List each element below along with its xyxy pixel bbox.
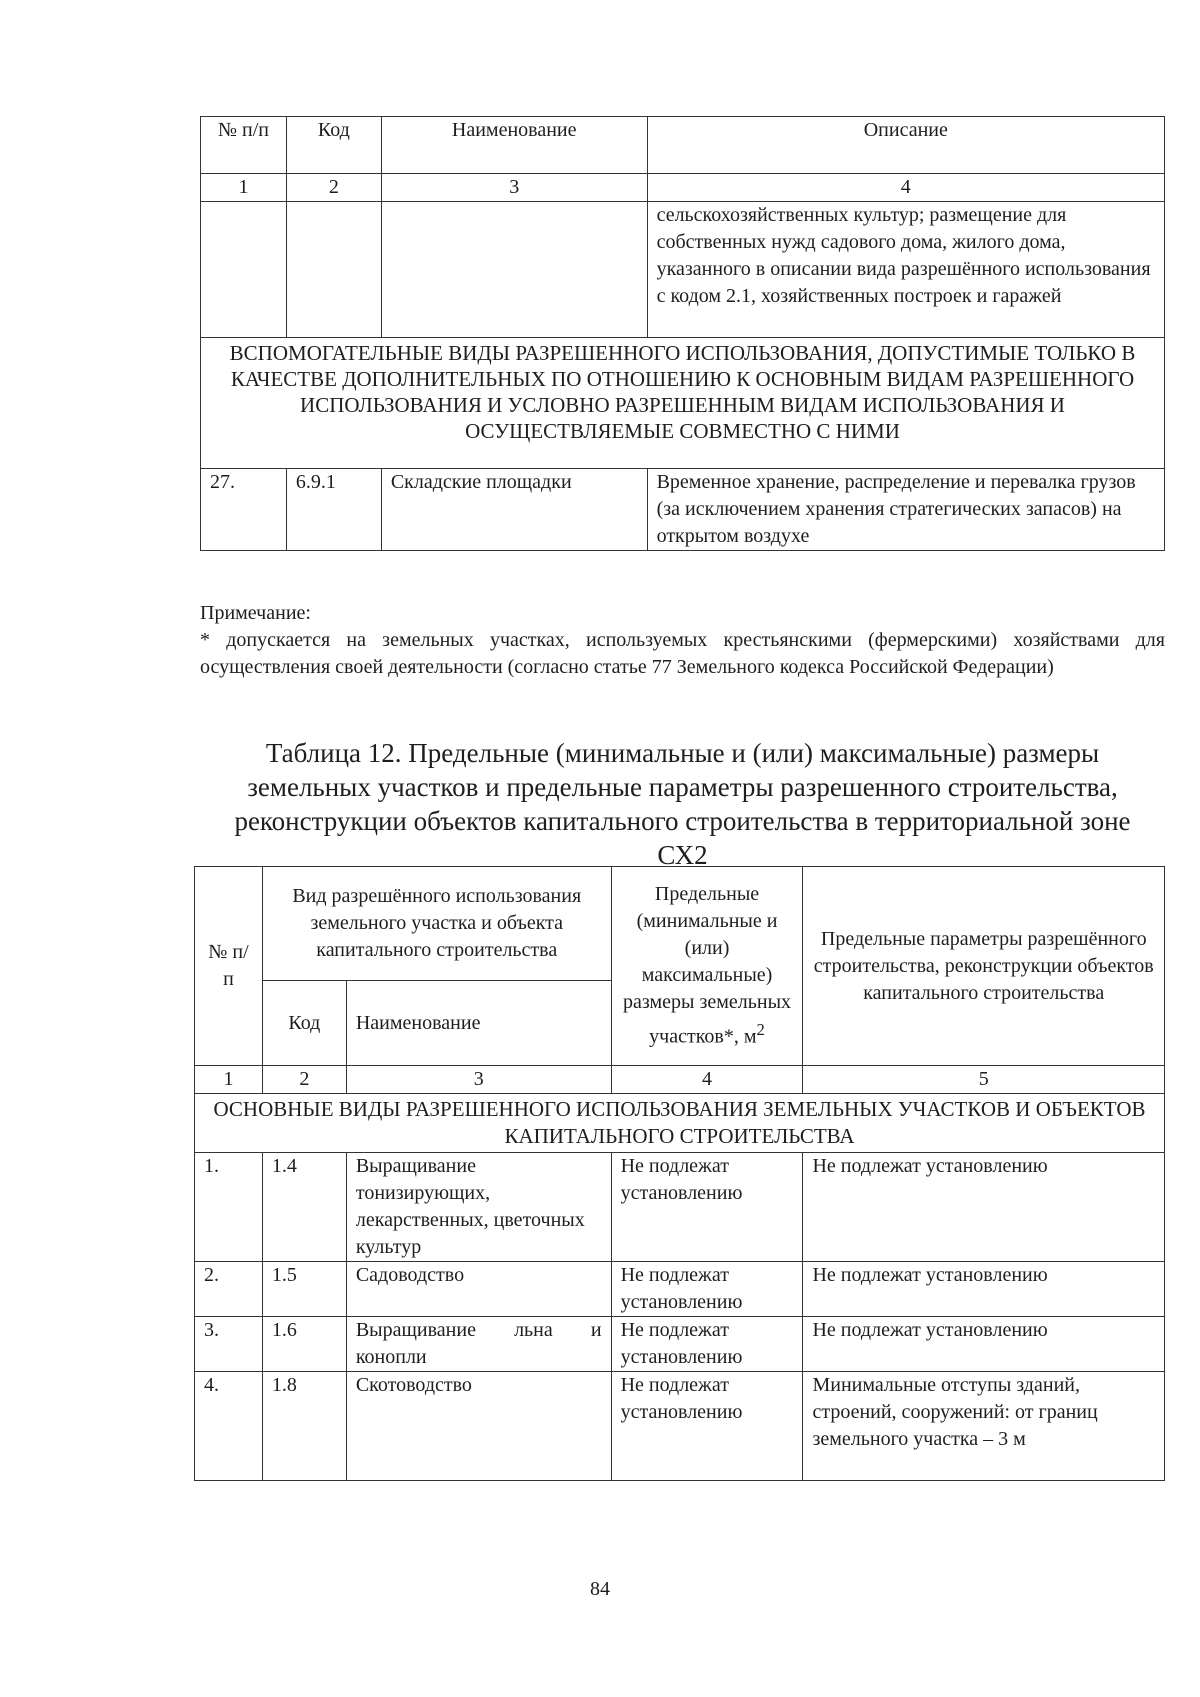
table-header-row <box>201 117 1165 174</box>
header-num: № п/п <box>201 117 287 174</box>
caption-line: земельных участков и предельные параметры разрешенного строительства, <box>247 772 1118 802</box>
cell-empty <box>201 202 287 338</box>
row-sizes: Не подлежат установлению <box>611 1153 803 1262</box>
column-number-row <box>195 1066 1165 1094</box>
col-number: 5 <box>803 1066 1165 1094</box>
header-name: Наименование <box>346 981 611 1066</box>
col-number: 4 <box>611 1066 803 1094</box>
page-number: 84 <box>590 1578 610 1600</box>
row-num: 1. <box>195 1153 263 1262</box>
row-sizes: Не подлежат установлению <box>611 1317 803 1372</box>
row-params: Не подлежат установлению <box>803 1317 1165 1372</box>
caption-line: СХ2 <box>657 840 708 870</box>
description-continuation: сельскохозяйственных культур; размещение для собственных нужд садового дома, жилого дома, указанного в описании вида разрешённого использования с кодом 2.1, хозяйственных построек и гаражей <box>647 202 1164 338</box>
col-number: 3 <box>346 1066 611 1094</box>
table-header-row <box>195 867 1165 981</box>
row-code: 1.4 <box>262 1153 346 1262</box>
row-name: Садоводство <box>346 1262 611 1317</box>
table-row <box>195 1372 1165 1481</box>
row-code: 1.6 <box>262 1317 346 1372</box>
header-parameters: Предельные параметры разрешённого строительства, реконструкции объектов капитального строительства <box>803 867 1165 1066</box>
caption-line: реконструкции объектов капитального строительства в территориальной зоне <box>234 806 1131 836</box>
row-name: Складские площадки <box>381 469 647 551</box>
permitted-use-table-continuation <box>200 116 1165 551</box>
row-name: Выращивание льна и конопли <box>346 1317 611 1372</box>
table-row <box>195 1317 1165 1372</box>
table-caption <box>190 736 1175 872</box>
row-code: 6.9.1 <box>286 469 381 551</box>
row-params: Минимальные отступы зданий, строений, сооружений: от границ земельного участка – 3 м <box>803 1372 1165 1481</box>
col-number: 4 <box>647 174 1164 202</box>
cell-empty <box>381 202 647 338</box>
note-block <box>200 600 1165 681</box>
col-number: 1 <box>201 174 287 202</box>
section-row <box>195 1094 1165 1153</box>
header-use-type-group: Вид разрешённого использования земельного участка и объекта капитального строительства <box>262 867 611 981</box>
section-heading-auxiliary: ВСПОМОГАТЕЛЬНЫЕ ВИДЫ РАЗРЕШЕННОГО ИСПОЛЬЗОВАНИЯ, ДОПУСТИМЫЕ ТОЛЬКО В КАЧЕСТВЕ ДОПОЛНИТЕЛЬНЫХ ПО ОТНОШЕНИЮ К ОСНОВНЫМ ВИДАМ РАЗРЕШЕННОГО ИСПОЛЬЗОВАНИЯ И УСЛОВНО РАЗРЕШЕННЫМ ВИДАМ ИСПОЛЬЗОВАНИЯ И ОСУЩЕСТВЛЯЕМЫЕ СОВМЕСТНО С НИМИ <box>201 338 1165 469</box>
cell-empty <box>286 202 381 338</box>
col-number: 3 <box>381 174 647 202</box>
section-row <box>201 338 1165 469</box>
row-code: 1.8 <box>262 1372 346 1481</box>
col-number: 2 <box>262 1066 346 1094</box>
table-row <box>201 469 1165 551</box>
header-name: Наименование <box>381 117 647 174</box>
header-plot-sizes-text: Предельные (минимальные и (или) максимальные) размеры земельных участков*, м <box>623 883 792 1048</box>
caption-line: Таблица 12. Предельные (минимальные и (или) максимальные) размеры <box>265 738 1100 768</box>
header-description: Описание <box>647 117 1164 174</box>
row-num: 2. <box>195 1262 263 1317</box>
row-num: 27. <box>201 469 287 551</box>
table-row <box>195 1262 1165 1317</box>
header-plot-sizes-sup: 2 <box>756 1020 765 1040</box>
row-name: Скотоводство <box>346 1372 611 1481</box>
table-row <box>201 202 1165 338</box>
row-num: 4. <box>195 1372 263 1481</box>
header-plot-sizes <box>611 867 803 1066</box>
header-code: Код <box>262 981 346 1066</box>
row-params: Не подлежат установлению <box>803 1153 1165 1262</box>
header-num: № п/п <box>195 867 263 1066</box>
row-sizes: Не подлежат установлению <box>611 1262 803 1317</box>
column-number-row <box>201 174 1165 202</box>
section-heading-main: ОСНОВНЫЕ ВИДЫ РАЗРЕШЕННОГО ИСПОЛЬЗОВАНИЯ ЗЕМЕЛЬНЫХ УЧАСТКОВ И ОБЪЕКТОВ КАПИТАЛЬНОГО СТРОИТЕЛЬСТВА <box>195 1094 1165 1153</box>
limits-table <box>194 866 1165 1481</box>
col-number: 1 <box>195 1066 263 1094</box>
row-sizes: Не подлежат установлению <box>611 1372 803 1481</box>
table-row <box>195 1153 1165 1262</box>
note-label: Примечание: <box>200 602 311 624</box>
row-description: Временное хранение, распределение и перевалка грузов (за исключением хранения стратегических запасов) на открытом воздухе <box>647 469 1164 551</box>
row-name: Выращивание тонизирующих, лекарственных, цветочных культур <box>346 1153 611 1262</box>
row-params: Не подлежат установлению <box>803 1262 1165 1317</box>
row-num: 3. <box>195 1317 263 1372</box>
note-text: * допускается на земельных участках, используемых крестьянскими (фермерскими) хозяйствами для осуществления своей деятельности (согласно статье 77 Земельного кодекса Российской Федерации) <box>200 629 1165 678</box>
header-code: Код <box>286 117 381 174</box>
col-number: 2 <box>286 174 381 202</box>
row-code: 1.5 <box>262 1262 346 1317</box>
